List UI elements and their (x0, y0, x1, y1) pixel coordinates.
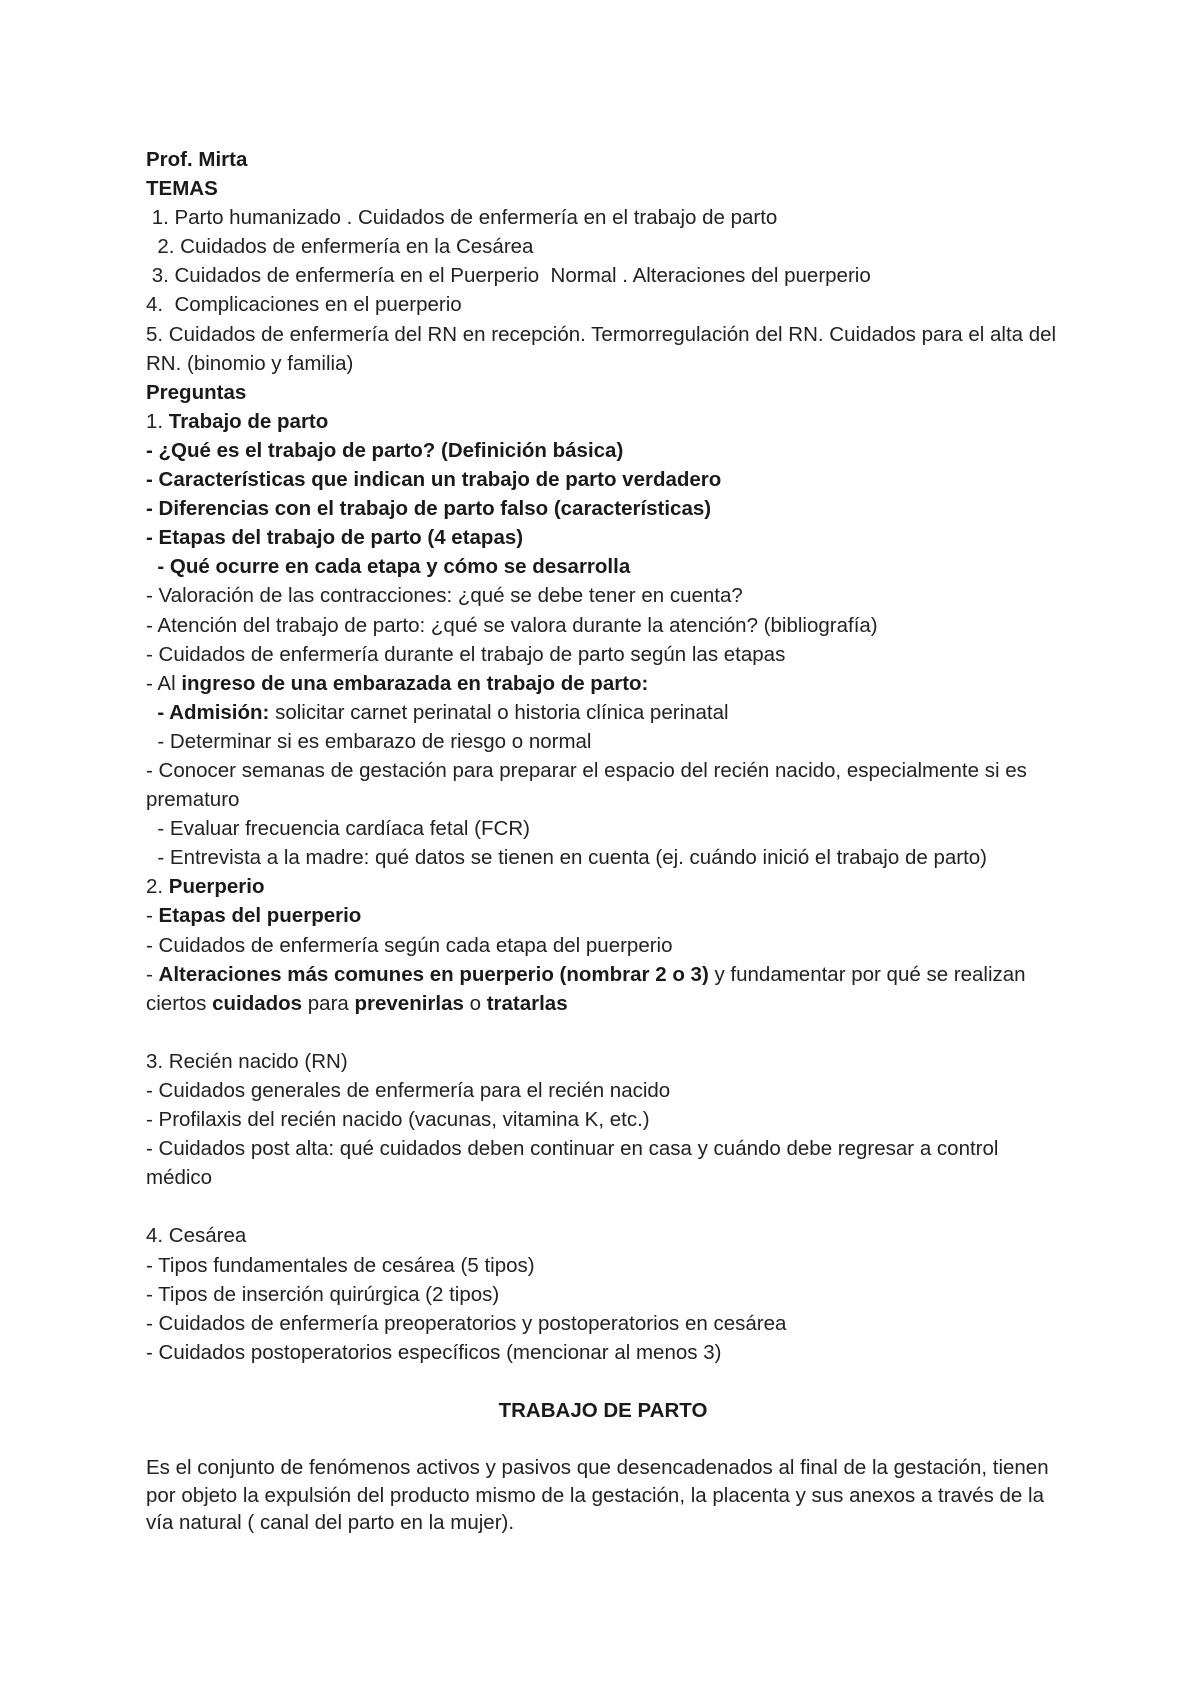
question-1-10-rest: solicitar carnet perinatal o historia clínica perinatal (269, 700, 729, 724)
section-4-title: 4. Cesárea (146, 1224, 247, 1248)
question-2-3-bold: Alteraciones más comunes en puerperio (nombrar 2 o 3) (158, 962, 709, 986)
question-1-8: - Cuidados de enfermería durante el trabajo de parto según las etapas (146, 642, 786, 666)
question-4-1: - Tipos fundamentales de cesárea (5 tipos) (146, 1253, 535, 1277)
question-1-4: - Etapas del trabajo de parto (4 etapas) (146, 526, 524, 550)
question-1-14: - Entrevista a la madre: qué datos se tienen en cuenta (ej. cuándo inició el trabajo de parto) (146, 846, 988, 870)
spacer (146, 1192, 1060, 1221)
question-2-3-rest: y fundamentar por qué se realizan ciertos (146, 962, 1026, 1015)
question-2-3-o: o (463, 991, 487, 1015)
section-1-number: 1. (146, 409, 169, 433)
question-4-4: - Cuidados postoperatorios específicos (mencionar al menos 3) (146, 1340, 722, 1364)
question-1-10 (146, 698, 1060, 727)
preguntas-title: Preguntas (146, 380, 247, 404)
tema-item-4: 4. Complicaciones en el puerperio (146, 293, 462, 317)
tema-item-3: 3. Cuidados de enfermería en el Puerperio Normal . Alteraciones del puerperio (146, 264, 871, 288)
section-1-title (146, 407, 1060, 436)
question-3-2: - Profilaxis del recién nacido (vacunas, vitamina K, etc.) (146, 1108, 650, 1132)
question-2-1-prefix: - (146, 904, 159, 928)
question-4-3: - Cuidados de enfermería preoperatorios y postoperatorios en cesárea (146, 1311, 787, 1335)
question-1-12: - Conocer semanas de gestación para preparar el espacio del recién nacido, especialmente si es prematuro (146, 758, 1027, 812)
question-2-3-cuidados: cuidados (212, 991, 303, 1015)
section-2-label: Puerperio (168, 875, 265, 899)
question-1-13: - Evaluar frecuencia cardíaca fetal (FCR) (146, 817, 530, 841)
question-1-2: - Características que indican un trabajo de parto verdadero (146, 468, 722, 492)
section-3-title: 3. Recién nacido (RN) (146, 1049, 348, 1073)
question-1-1: - ¿Qué es el trabajo de parto? (Definición básica) (146, 438, 624, 462)
section-2-title (146, 872, 1060, 901)
question-1-11: - Determinar si es embarazo de riesgo o normal (146, 729, 592, 753)
question-1-6: - Valoración de las contracciones: ¿qué se debe tener en cuenta? (146, 584, 743, 608)
question-1-9-bold: ingreso de una embarazada en trabajo de parto: (181, 671, 649, 695)
tema-item-5: 5. Cuidados de enfermería del RN en recepción. Termorregulación del RN. Cuidados para el alta del RN. (binomio y familia) (146, 322, 1057, 375)
section-2-number: 2. (146, 875, 169, 899)
professor-name: Prof. Mirta (146, 148, 248, 171)
question-2-3-tratarlas: tratarlas (486, 991, 568, 1015)
question-3-3: - Cuidados post alta: qué cuidados deben continuar en casa y cuándo debe regresar a control médico (146, 1137, 999, 1190)
question-4-2: - Tipos de inserción quirúrgica (2 tipos) (146, 1282, 500, 1306)
question-1-5: - Qué ocurre en cada etapa y cómo se desarrolla (146, 555, 631, 579)
question-1-10-bold: - Admisión: (146, 700, 270, 724)
question-2-3-mid: para (302, 991, 355, 1015)
question-1-9 (146, 669, 1060, 698)
spacer (146, 1367, 1060, 1396)
section-1-label: Trabajo de parto (168, 409, 329, 433)
tema-item-2: 2. Cuidados de enfermería en la Cesárea (146, 235, 534, 259)
question-1-7: - Atención del trabajo de parto: ¿qué se valora durante la atención? (bibliografía) (146, 613, 878, 637)
question-2-2: - Cuidados de enfermería según cada etapa del puerperio (146, 933, 673, 957)
question-3-1: - Cuidados generales de enfermería para el recién nacido (146, 1079, 671, 1102)
tema-item-1: 1. Parto humanizado . Cuidados de enfermería en el trabajo de parto (146, 206, 778, 230)
question-1-3: - Diferencias con el trabajo de parto falso (características) (146, 497, 712, 521)
spacer (146, 1018, 1060, 1047)
spacer (146, 1425, 1060, 1454)
definition-paragraph: Es el conjunto de fenómenos activos y pasivos que desencadenados al final de la gestación, tienen por objeto la expulsión del producto mismo de la gestación, la placenta y sus anexos a través de la vía natural ( canal del parto en la mujer). (146, 1456, 1049, 1535)
question-2-1 (146, 901, 1060, 930)
question-2-1-bold: Etapas del puerperio (158, 904, 362, 928)
temas-title: TEMAS (146, 177, 218, 201)
question-1-9-prefix: - Al (146, 671, 182, 695)
section-heading: TRABAJO DE PARTO (498, 1399, 708, 1423)
question-2-3 (146, 960, 1060, 1018)
question-2-3-prevenirlas: prevenirlas (354, 991, 464, 1015)
question-2-3-prefix: - (146, 962, 159, 986)
